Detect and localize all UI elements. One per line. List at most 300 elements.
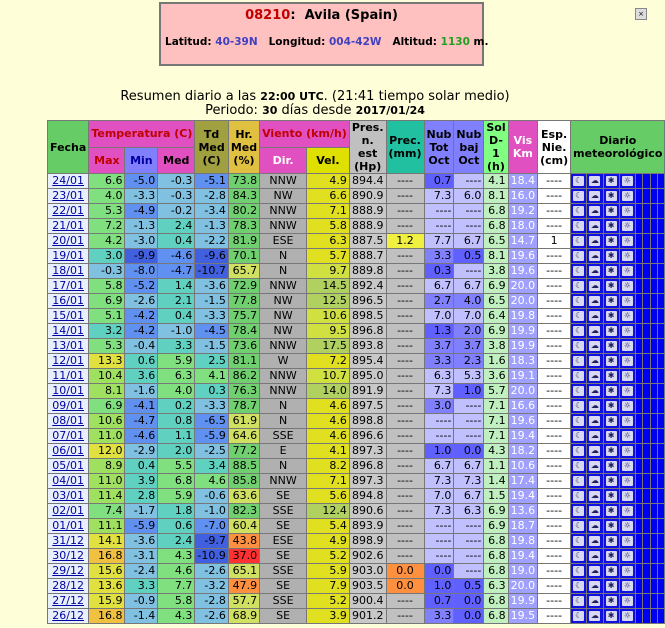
- weather-icon: ☾: [575, 251, 583, 260]
- weather-symbol-cell: [619, 414, 635, 429]
- weather-icon: ☾: [575, 221, 583, 230]
- cell-fecha[interactable]: 13/01: [48, 339, 89, 354]
- cell-max: 5.8: [89, 279, 125, 294]
- cell-vis: 19.8: [508, 309, 538, 324]
- cell-hr: 75.7: [228, 309, 259, 324]
- weather-symbol-cell: [619, 324, 635, 339]
- weather-symbol-cell: [650, 174, 657, 189]
- cell-min: -2.6: [125, 294, 158, 309]
- weather-symbol-cell: [603, 264, 619, 279]
- cell-hr: 88.5: [228, 459, 259, 474]
- weather-symbol-cell: [571, 279, 587, 294]
- cell-dir: SE: [260, 609, 307, 624]
- weather-symbol-cell: [635, 399, 642, 414]
- cell-dir: N: [260, 459, 307, 474]
- weather-icon: ☁: [590, 311, 599, 320]
- cell-med: 6.8: [158, 474, 195, 489]
- table-row: [48, 459, 665, 474]
- cell-pres: 897.5: [349, 399, 386, 414]
- cell-med: -1.0: [158, 324, 195, 339]
- cell-esp: ----: [538, 429, 571, 444]
- cell-pres: 898.5: [349, 309, 386, 324]
- weather-icon: ☁: [590, 416, 599, 425]
- weather-icon: ☾: [575, 176, 583, 185]
- cell-fecha[interactable]: 02/01: [48, 504, 89, 519]
- cell-min: -4.2: [125, 309, 158, 324]
- weather-symbol-cell: [650, 369, 657, 384]
- cell-vis: 17.4: [508, 474, 538, 489]
- weather-icon: ✱: [606, 401, 617, 411]
- cell-prec: ----: [386, 309, 424, 324]
- cell-hr: 85.8: [228, 474, 259, 489]
- weather-symbol-cell: [657, 294, 664, 309]
- cell-vis: 18.7: [508, 519, 538, 534]
- alt-unit: m.: [473, 36, 489, 48]
- cell-hr: 77.8: [228, 294, 259, 309]
- table-row: [48, 519, 665, 534]
- cell-td: -1.3: [195, 219, 228, 234]
- cell-nubb: 5.3: [454, 369, 484, 384]
- lat-label: Latitud:: [165, 36, 212, 48]
- cell-hr: 65.1: [228, 564, 259, 579]
- weather-symbol-cell: [650, 459, 657, 474]
- cell-nubt: 7.3: [424, 189, 454, 204]
- station-title: 08210: Avila (Spain): [245, 8, 398, 23]
- table-row: [48, 564, 665, 579]
- weather-symbol-cell: [571, 399, 587, 414]
- weather-icon: ☾: [575, 521, 583, 530]
- table-row: [48, 414, 665, 429]
- weather-symbol-cell: [643, 429, 650, 444]
- cell-sol: 6.5: [484, 294, 508, 309]
- cell-fecha[interactable]: 19/01: [48, 249, 89, 264]
- cell-esp: ----: [538, 309, 571, 324]
- cell-dir: NNW: [260, 369, 307, 384]
- cell-vel: 4.6: [307, 414, 350, 429]
- cell-min: -3.0: [125, 234, 158, 249]
- cell-vel: 9.5: [307, 324, 350, 339]
- weather-symbol-cell: [603, 414, 619, 429]
- table-row: [48, 429, 665, 444]
- cell-med: 4.6: [158, 564, 195, 579]
- weather-symbol-cell: [587, 174, 603, 189]
- cell-min: -2.4: [125, 564, 158, 579]
- table-row: [48, 354, 665, 369]
- cell-fecha[interactable]: 10/01: [48, 384, 89, 399]
- cell-prec: ----: [386, 249, 424, 264]
- weather-symbol-cell: [635, 294, 642, 309]
- cell-sol: 6.8: [484, 534, 508, 549]
- cell-vis: 19.4: [508, 549, 538, 564]
- cell-vis: 13.6: [508, 504, 538, 519]
- weather-symbol-cell: [650, 339, 657, 354]
- cell-td: -2.6: [195, 609, 228, 624]
- weather-symbol-cell: [657, 204, 664, 219]
- cell-pres: 893.8: [349, 339, 386, 354]
- cell-fecha[interactable]: 30/12: [48, 549, 89, 564]
- weather-symbol-cell: [587, 489, 603, 504]
- weather-symbol-cell: [657, 189, 664, 204]
- table-row: [48, 279, 665, 294]
- cell-pres: 898.8: [349, 414, 386, 429]
- weather-icon: ☼: [623, 236, 631, 245]
- weather-symbol-cell: [635, 414, 642, 429]
- cell-fecha[interactable]: 12/01: [48, 354, 89, 369]
- weather-symbol-cell: [643, 444, 650, 459]
- weather-symbol-cell: [619, 609, 635, 624]
- weather-icon: ☾: [575, 566, 583, 575]
- cell-vel: 10.7: [307, 369, 350, 384]
- cell-nubt: 7.3: [424, 474, 454, 489]
- cell-vis: 10.6: [508, 459, 538, 474]
- cell-dir: NNW: [260, 474, 307, 489]
- cell-sol: 6.9: [484, 324, 508, 339]
- weather-symbol-cell: [650, 249, 657, 264]
- cell-nubt: 7.0: [424, 489, 454, 504]
- weather-symbol-cell: [619, 309, 635, 324]
- cell-esp: ----: [538, 384, 571, 399]
- weather-icon: ☾: [575, 386, 583, 395]
- cell-fecha[interactable]: 21/01: [48, 219, 89, 234]
- cell-nubt: 1.0: [424, 444, 454, 459]
- cell-med: -4.7: [158, 264, 195, 279]
- cell-nubt: ----: [424, 414, 454, 429]
- cell-fecha[interactable]: 29/12: [48, 564, 89, 579]
- weather-symbol-cell: [657, 429, 664, 444]
- summary-line2: Periodo: 30 días desde 2017/01/24: [205, 103, 425, 118]
- cell-vis: 20.0: [508, 579, 538, 594]
- cell-vis: 19.2: [508, 204, 538, 219]
- cell-vel: 12.5: [307, 294, 350, 309]
- cell-esp: ----: [538, 354, 571, 369]
- cell-max: 6.6: [89, 174, 125, 189]
- cell-vis: 18.2: [508, 444, 538, 459]
- weather-icon: ☁: [590, 371, 599, 380]
- weather-symbol-cell: [619, 264, 635, 279]
- weather-icon: ☁: [590, 551, 599, 560]
- cell-sol: 6.8: [484, 594, 508, 609]
- cell-hr: 61.9: [228, 414, 259, 429]
- cell-fecha[interactable]: 28/12: [48, 579, 89, 594]
- cell-min: -1.6: [125, 384, 158, 399]
- cell-td: -2.8: [195, 594, 228, 609]
- cell-fecha[interactable]: 24/01: [48, 174, 89, 189]
- weather-symbol-cell: [657, 609, 664, 624]
- cell-dir: NNW: [260, 174, 307, 189]
- weather-symbol-cell: [587, 399, 603, 414]
- cell-vel: 10.6: [307, 309, 350, 324]
- table-row: [48, 189, 665, 204]
- cell-max: 10.6: [89, 414, 125, 429]
- weather-symbol-cell: [587, 309, 603, 324]
- weather-symbol-cell: [603, 204, 619, 219]
- cell-fecha[interactable]: 01/01: [48, 519, 89, 534]
- weather-icon: ☼: [623, 176, 631, 185]
- cell-med: 2.1: [158, 294, 195, 309]
- cell-dir: ESE: [260, 534, 307, 549]
- cell-dir: E: [260, 444, 307, 459]
- cell-vis: 20.0: [508, 384, 538, 399]
- weather-icon: ✱: [606, 536, 617, 546]
- table-row: [48, 249, 665, 264]
- cell-nubb: ----: [454, 219, 484, 234]
- cell-prec: ----: [386, 399, 424, 414]
- header-hr: Hr. Med (%): [228, 121, 259, 174]
- cell-pres: 893.9: [349, 519, 386, 534]
- weather-icon: ✱: [606, 206, 617, 216]
- cell-fecha[interactable]: 23/01: [48, 189, 89, 204]
- cell-nubt: ----: [424, 219, 454, 234]
- cell-pres: 888.9: [349, 219, 386, 234]
- cell-vis: 19.4: [508, 489, 538, 504]
- cell-dir: W: [260, 354, 307, 369]
- cell-dir: NNW: [260, 204, 307, 219]
- weather-symbol-cell: [657, 354, 664, 369]
- cell-max: -0.3: [89, 264, 125, 279]
- cell-max: 7.4: [89, 504, 125, 519]
- cell-fecha[interactable]: 27/12: [48, 594, 89, 609]
- weather-symbol-cell: [587, 219, 603, 234]
- weather-symbol-cell: [643, 204, 650, 219]
- weather-symbol-cell: [603, 579, 619, 594]
- cell-fecha[interactable]: 26/12: [48, 609, 89, 624]
- cell-pres: 901.2: [349, 609, 386, 624]
- cell-vel: 4.9: [307, 174, 350, 189]
- cell-fecha[interactable]: 18/01: [48, 264, 89, 279]
- cell-vis: 19.5: [508, 609, 538, 624]
- cell-td: -2.6: [195, 564, 228, 579]
- close-icon[interactable]: ×: [635, 8, 647, 20]
- weather-icon: ✱: [606, 386, 617, 396]
- cell-hr: 63.6: [228, 489, 259, 504]
- weather-symbol-cell: [657, 489, 664, 504]
- weather-icon: ✱: [606, 596, 617, 606]
- cell-vis: 16.0: [508, 189, 538, 204]
- cell-med: 0.6: [158, 519, 195, 534]
- weather-icon: ☾: [575, 191, 583, 200]
- weather-symbol-cell: [643, 189, 650, 204]
- cell-esp: ----: [538, 609, 571, 624]
- weather-symbol-cell: [635, 504, 642, 519]
- cell-td: -1.5: [195, 294, 228, 309]
- cell-hr: 73.8: [228, 174, 259, 189]
- cell-td: 2.5: [195, 354, 228, 369]
- weather-symbol-cell: [571, 459, 587, 474]
- header-fecha: Fecha: [48, 121, 89, 174]
- cell-td: -3.3: [195, 309, 228, 324]
- cell-nubb: 2.3: [454, 354, 484, 369]
- cell-min: -1.7: [125, 504, 158, 519]
- weather-icon: ☁: [590, 461, 599, 470]
- cell-esp: ----: [538, 579, 571, 594]
- cell-fecha[interactable]: 31/12: [48, 534, 89, 549]
- table-row: [48, 384, 665, 399]
- weather-symbol-cell: [571, 264, 587, 279]
- weather-icon: ☾: [575, 311, 583, 320]
- weather-symbol-cell: [619, 534, 635, 549]
- weather-symbol-cell: [619, 444, 635, 459]
- weather-symbol-cell: [643, 504, 650, 519]
- cell-dir: NW: [260, 324, 307, 339]
- cell-max: 4.0: [89, 189, 125, 204]
- cell-hr: 78.4: [228, 324, 259, 339]
- weather-icon: ☼: [623, 446, 631, 455]
- cell-td: -10.7: [195, 264, 228, 279]
- weather-symbol-cell: [571, 414, 587, 429]
- weather-symbol-cell: [571, 444, 587, 459]
- weather-symbol-cell: [643, 369, 650, 384]
- cell-fecha[interactable]: 08/01: [48, 414, 89, 429]
- header-esp: Esp. Nie. (cm): [538, 121, 571, 174]
- cell-max: 12.0: [89, 444, 125, 459]
- cell-fecha[interactable]: 20/01: [48, 234, 89, 249]
- weather-symbol-cell: [603, 444, 619, 459]
- weather-icon: ☁: [590, 536, 599, 545]
- weather-symbol-cell: [619, 399, 635, 414]
- cell-nubb: 6.7: [454, 279, 484, 294]
- cell-vel: 5.2: [307, 594, 350, 609]
- weather-symbol-cell: [650, 324, 657, 339]
- cell-sol: 4.1: [484, 174, 508, 189]
- cell-max: 13.3: [89, 354, 125, 369]
- weather-symbol-cell: [571, 564, 587, 579]
- cell-pres: 903.0: [349, 564, 386, 579]
- weather-symbol-cell: [643, 174, 650, 189]
- weather-icon: ☾: [575, 281, 583, 290]
- weather-icon: ☾: [575, 551, 583, 560]
- cell-min: 2.8: [125, 489, 158, 504]
- cell-nubt: 0.7: [424, 594, 454, 609]
- cell-dir: NW: [260, 309, 307, 324]
- cell-hr: 65.7: [228, 264, 259, 279]
- weather-symbol-cell: [650, 474, 657, 489]
- cell-hr: 77.2: [228, 444, 259, 459]
- cell-nubt: 7.3: [424, 504, 454, 519]
- cell-nubt: 3.7: [424, 339, 454, 354]
- cell-dir: SSE: [260, 564, 307, 579]
- weather-icon: ✱: [606, 296, 617, 306]
- cell-fecha[interactable]: 11/01: [48, 369, 89, 384]
- cell-max: 14.1: [89, 534, 125, 549]
- weather-symbol-cell: [571, 174, 587, 189]
- cell-td: -2.8: [195, 189, 228, 204]
- cell-fecha[interactable]: 22/01: [48, 204, 89, 219]
- weather-symbol-cell: [571, 384, 587, 399]
- weather-symbol-cell: [619, 489, 635, 504]
- cell-prec: 0.0: [386, 579, 424, 594]
- weather-symbol-cell: [643, 594, 650, 609]
- weather-symbol-cell: [587, 369, 603, 384]
- cell-td: -3.6: [195, 279, 228, 294]
- weather-icon: ✱: [606, 236, 617, 246]
- weather-symbol-cell: [657, 414, 664, 429]
- cell-nubt: 6.7: [424, 459, 454, 474]
- cell-td: -6.5: [195, 414, 228, 429]
- weather-symbol-cell: [657, 249, 664, 264]
- cell-sol: 4.3: [484, 444, 508, 459]
- cell-prec: ----: [386, 279, 424, 294]
- cell-vis: 19.8: [508, 534, 538, 549]
- cell-hr: 43.8: [228, 534, 259, 549]
- cell-fecha[interactable]: 09/01: [48, 399, 89, 414]
- weather-icon: ☼: [623, 476, 631, 485]
- weather-symbol-cell: [571, 204, 587, 219]
- cell-prec: ----: [386, 339, 424, 354]
- cell-sol: 1.1: [484, 459, 508, 474]
- cell-max: 6.9: [89, 294, 125, 309]
- cell-pres: 888.9: [349, 204, 386, 219]
- cell-fecha[interactable]: 17/01: [48, 279, 89, 294]
- cell-nubb: ----: [454, 534, 484, 549]
- weather-symbol-cell: [635, 189, 642, 204]
- weather-symbol-cell: [657, 594, 664, 609]
- weather-symbol-cell: [619, 519, 635, 534]
- cell-td: 4.1: [195, 369, 228, 384]
- weather-icon: ☁: [590, 176, 599, 185]
- cell-fecha[interactable]: 16/01: [48, 294, 89, 309]
- cell-nubb: 0.5: [454, 249, 484, 264]
- weather-symbol-cell: [603, 219, 619, 234]
- weather-icon: ☁: [590, 206, 599, 215]
- table-row: [48, 399, 665, 414]
- cell-nubt: 0.7: [424, 174, 454, 189]
- cell-sol: 6.8: [484, 204, 508, 219]
- weather-symbol-cell: [603, 354, 619, 369]
- weather-icon: ☁: [590, 191, 599, 200]
- weather-symbol-cell: [603, 609, 619, 624]
- cell-fecha[interactable]: 05/01: [48, 459, 89, 474]
- weather-icon: ☁: [590, 281, 599, 290]
- cell-vis: 19.9: [508, 594, 538, 609]
- weather-icon: ✱: [606, 446, 617, 456]
- weather-symbol-cell: [603, 309, 619, 324]
- cell-td: -2.5: [195, 444, 228, 459]
- cell-esp: ----: [538, 249, 571, 264]
- weather-icon: ☁: [590, 506, 599, 515]
- cell-dir: NW: [260, 189, 307, 204]
- cell-fecha[interactable]: 15/01: [48, 309, 89, 324]
- cell-fecha[interactable]: 06/01: [48, 444, 89, 459]
- cell-sol: 5.7: [484, 384, 508, 399]
- cell-sol: 6.8: [484, 564, 508, 579]
- cell-prec: ----: [386, 534, 424, 549]
- cell-vel: 4.6: [307, 399, 350, 414]
- cell-dir: NNW: [260, 384, 307, 399]
- weather-symbol-cell: [587, 579, 603, 594]
- cell-min: -5.0: [125, 174, 158, 189]
- cell-esp: ----: [538, 474, 571, 489]
- cell-dir: SSE: [260, 429, 307, 444]
- weather-symbol-cell: [587, 264, 603, 279]
- cell-fecha[interactable]: 14/01: [48, 324, 89, 339]
- weather-symbol-cell: [643, 354, 650, 369]
- cell-max: 4.2: [89, 234, 125, 249]
- weather-symbol-cell: [657, 504, 664, 519]
- cell-fecha[interactable]: 07/01: [48, 429, 89, 444]
- cell-sol: 8.1: [484, 249, 508, 264]
- lon-value: 004-42W: [328, 36, 382, 48]
- weather-symbol-cell: [603, 279, 619, 294]
- cell-fecha[interactable]: 04/01: [48, 474, 89, 489]
- cell-vis: 19.6: [508, 264, 538, 279]
- lon-label: Longitud:: [268, 36, 326, 48]
- weather-symbol-cell: [650, 309, 657, 324]
- cell-sol: 6.9: [484, 279, 508, 294]
- weather-icon: ☼: [623, 596, 631, 605]
- cell-fecha[interactable]: 03/01: [48, 489, 89, 504]
- cell-nubb: ----: [454, 429, 484, 444]
- cell-td: -5.1: [195, 174, 228, 189]
